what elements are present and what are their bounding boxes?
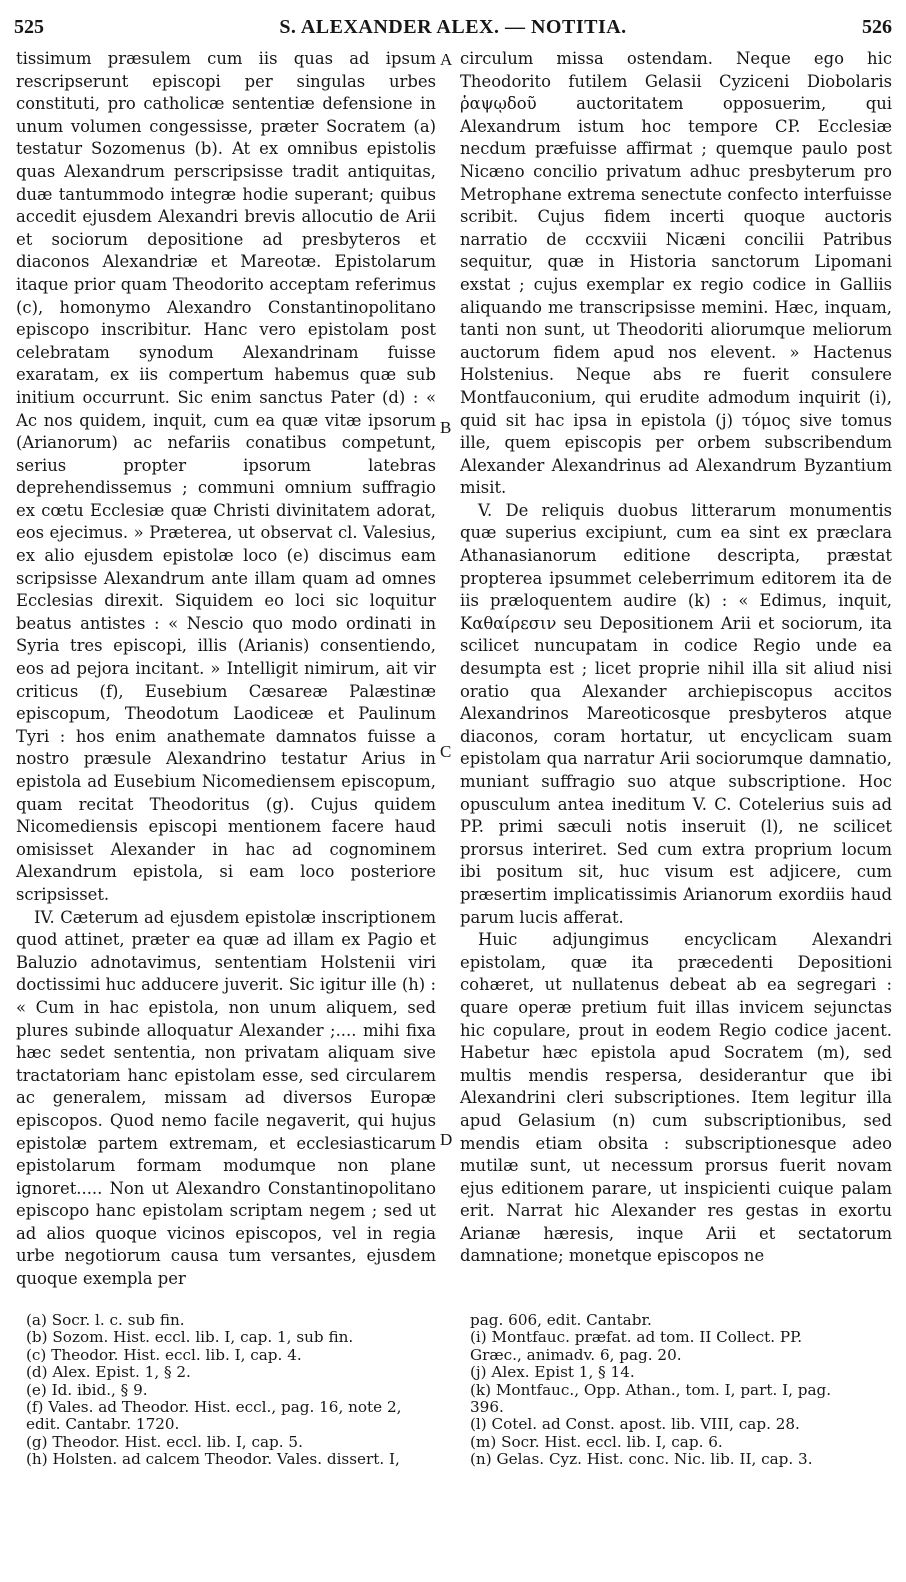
footnote: (l) Cotel. ad Const. apost. lib. VIII, cap. 28.	[470, 1415, 800, 1434]
margin-letter: D	[440, 1130, 453, 1149]
footnote: (b) Sozom. Hist. eccl. lib. I, cap. 1, sub fin.	[26, 1328, 354, 1347]
paragraph: IV. Cæterum ad ejusdem epistolæ inscriptionem quod attinet, præter ea quæ ad illam ex Pagio et Baluzio adnotavimus, sententiam Holstenii viri doctissimi huc adducere juverit. Sic igitur ille (h) : « Cum in hac epistola, non unum aliquem, sed plures subinde alloquatur Alexander ;.... mihi fixa hæc sedet sententia, non privatam aliquam sive tractatoriam hanc epistolam esse, sed circularem ac generalem, missam ad diversos Europæ episcopos. Quod nemo facile negaverit, qui hujus epistolæ partem extremam, et ecclesiasticarum epistolarum formam modumque non plane ignoret..... Non ut Alexandro Constantinopolitano episcopo hanc epistolam scriptam negem ; sed ut ad alios quoque vicinos episcopos, vel in regia urbe negotiorum causa tum versantes, ejusdem quoque exempla per	[16, 907, 436, 1289]
left-column	[16, 48, 436, 1291]
footnotes-right	[470, 1312, 892, 1469]
paragraph: circulum missa ostendam. Neque ego hic Theodorito futilem Gelasii Cyziceni Diobolaris ῥαψῳδοῦ auctoritatem opposuerim, qui Alexandrum istum hoc tempore CP. Ecclesiæ necdum præfuisse affirmat ; quemque paulo post Nicæno concilio privatum adhuc presbyterum pro Metrophane extrema senectute confecto interfuisse scribit. Cujus fidem incerti quoque auctoris narratio de cccxviii Nicæni concilii Patribus sequitur, quæ in Historia sanctorum Lipomani exstat ; cujus exemplar ex regio codice in Galliis aliquando me transcripsisse memini. Hæc, inquam, tanti non sunt, ut Theodoriti aliorumque meliorum auctorum fidem apud nos elevent. » Hactenus Holstenius. Neque abs re fuerit consulere Montfauconium, qui erudite admodum inquirit (i), quid sit hac ipsa in epistola (j) τόμος sive tomus ille, quem episcopis per orbem subscribendum Alexander Alexandrinus ad Alexandrum Byzantium misit.	[460, 49, 892, 498]
footnote: pag. 606, edit. Cantabr.	[470, 1311, 652, 1329]
footnotes-left	[26, 1312, 446, 1469]
footnote: (c) Theodor. Hist. eccl. lib. I, cap. 4.	[26, 1345, 302, 1364]
footnote: (n) Gelas. Cyz. Hist. conc. Nic. lib. II, cap. 3.	[470, 1450, 813, 1469]
footnote: (e) Id. ibid., § 9.	[26, 1380, 148, 1399]
footnote: edit. Cantabr. 1720.	[26, 1415, 180, 1434]
footnote: 396.	[470, 1398, 504, 1417]
footnote: (d) Alex. Epist. 1, § 2.	[26, 1363, 191, 1382]
page-number-right: 526	[862, 16, 892, 38]
footnote: (g) Theodor. Hist. eccl. lib. I, cap. 5.	[26, 1432, 303, 1451]
footnote: (f) Vales. ad Theodor. Hist. eccl., pag. 16, note 2,	[26, 1398, 402, 1417]
margin-letter: B	[440, 418, 452, 437]
margin-letter: A	[440, 50, 453, 69]
paragraph: Huic adjungimus encyclicam Alexandri epistolam, quæ ita præcedenti Depositioni cohæret, ut nullatenus debeat ab ea segregari : quare operæ pretium fuit illas invicem sejunctas hic copulare, prout in eodem Regio codice jacent. Habetur hæc epistola apud Socratem (m), sed multis mendis respersa, desiderantur que ibi Alexandrini cleri subscriptiones. Item legitur illa apud Gelasium (n) cum subscriptionibus, sed mendis etiam obsita : subscriptionesque adeo mutilæ sunt, ut necessum prorsus fuerit novam ejus editionem parare, ut inspicienti cuique palam erit. Narrat hic Alexander res gestas in exortu Arianæ hæresis, inque Arii et sectatorum damnatione; monetque episcopos ne	[460, 930, 892, 1266]
running-title: S. ALEXANDER ALEX. — NOTITIA.	[279, 16, 627, 38]
footnote: (j) Alex. Epist 1, § 14.	[470, 1363, 635, 1382]
paragraph: tissimum præsulem cum iis quas ad ipsum rescripserunt episcopi per singulas urbes constituti, pro catholicæ sententiæ defensione in unum volumen congessisse, præter Socratem (a) testatur Sozomenus (b). At ex omnibus epistolis quas Alexandrum perscripsisse tradit antiquitas, duæ tantummodo integræ hodie superant; quibus accedit ejusdem Alexandri brevis allocutio de Arii et sociorum depositione ad presbyteros et diaconos Alexandriæ et Mareotæ. Epistolarum itaque prior quam Theodorito acceptam referimus (c), homonymo Alexandro Constantinopolitano episcopo inscribitur. Hanc vero epistolam post celebratam synodum Alexandrinam fuisse exaratam, ex iis compertum habemus quæ sub initium occurrunt. Sic enim sanctus Pater (d) : « Ac nos quidem, inquit, cum ea quæ vitæ ipsorum (Arianorum) ac nefariis conatibus competunt, serius propter ipsorum latebras deprehendissemus ; communi omnium suffragio ex cœtu Ecclesiæ quæ Christi divinitatem adorat, eos ejecimus. » Præterea, ut observat cl. Valesius, ex alio ejusdem epistolæ loco (e) discimus eam scripsisse Alexandrum ante illam quam ad omnes Ecclesias direxit. Siquidem eo loci sic loquitur beatus antistes : « Nescio quo modo ordinati in Syria tres episcopi, illis (Arianis) consentiendo, eos ad pejora incitant. » Intelligit nimirum, ait vir criticus (f), Eusebium Cæsareæ Palæstinæ episcopum, Theodotum Laodiceæ et Paulinum Tyri : hos enim anathemate damnatos fuisse a nostro præsule Alexandrino testatur Arius in epistola ad Eusebium Nicomediensem episcopum, quam recitat Theodoritus (g). Cujus quidem Nicomediensis episcopi mentionem facere haud omisisset Alexander in hac ad cognominem Alexandrum epistola, si eam loco posteriore scripsisset.	[16, 49, 436, 904]
paragraph: V. De reliquis duobus litterarum monumentis quæ superius excipiunt, cum ea sint ex præclara Athanasianorum editione descripta, præstat propterea ipsummet celeberrimum editorem ita de iis præloquentem audire (k) : « Edimus, inquit, Καθαίρεσιν seu Depositionem Arii et sociorum, ita scilicet nuncupatam in codice Regio unde ea desumpta est ; licet proprie nihil illa sit aliud nisi oratio qua Alexander archiepiscopus accitos Alexandrinos Mareoticosque presbyteros atque diaconos, coram hortatur, ut encyclicam suam epistolam qua narratur Arii sociorumque damnatio, muniant suffragio suo atque subscriptione. Hoc opusculum antea ineditum V. C. Cotelerius suis ad PP. primi sæculi notis inseruit (l), ne scilicet prorsus interiret. Sed cum extra proprium locum ibi positum sit, huc visum est adjicere, cum præsertim implicatissimis Arianorum exordiis haud parum lucis afferat.	[460, 500, 892, 927]
right-column	[460, 48, 892, 1268]
footnote: (i) Montfauc. præfat. ad tom. II Collect. PP.	[470, 1328, 803, 1347]
footnote: (h) Holsten. ad calcem Theodor. Vales. dissert. I,	[26, 1450, 400, 1469]
footnote: (k) Montfauc., Opp. Athan., tom. I, part. I, pag.	[470, 1380, 832, 1399]
running-header	[14, 16, 892, 40]
footnote: (a) Socr. l. c. sub fin.	[26, 1311, 185, 1329]
footnote: Græc., animadv. 6, pag. 20.	[470, 1345, 682, 1364]
footnote: (m) Socr. Hist. eccl. lib. I, cap. 6.	[470, 1432, 723, 1451]
margin-letter: C	[440, 742, 452, 761]
page-number-left: 525	[14, 16, 44, 38]
